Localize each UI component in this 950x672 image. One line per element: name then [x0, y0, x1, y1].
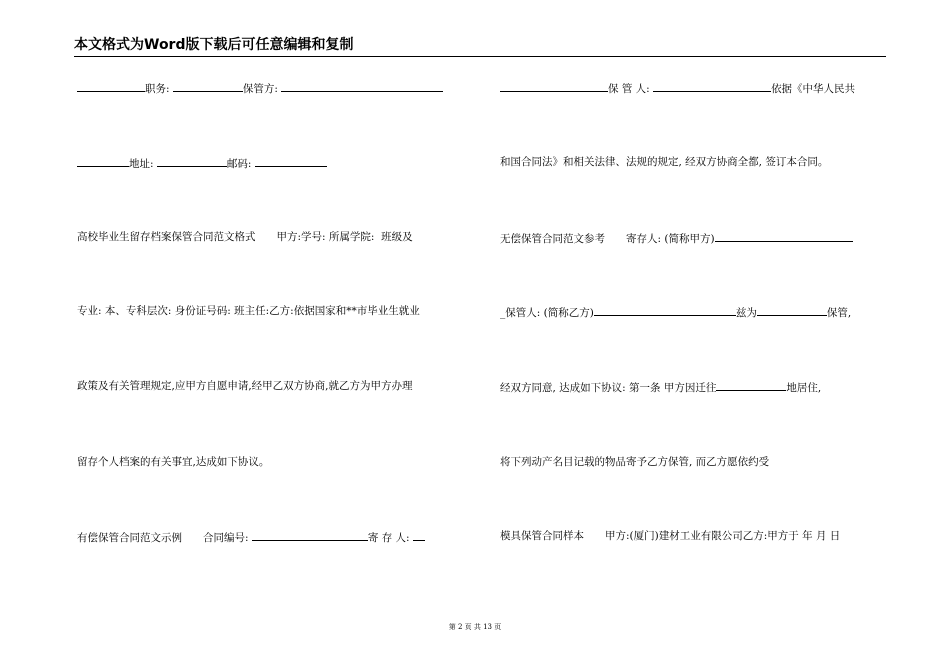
blank: [716, 379, 786, 391]
left-line-1-keeper-label: 保管方:: [242, 83, 282, 95]
blank: [173, 80, 243, 92]
blank: [757, 304, 827, 316]
right-line-3: [500, 230, 853, 244]
blank: [413, 529, 425, 541]
left-line-2-postcode-label: 邮码:: [226, 158, 255, 170]
blank: [594, 304, 736, 316]
right-line-1: [500, 80, 855, 94]
right-line-1-tail: 依据《中华人民共: [771, 83, 856, 95]
right-line-5: [500, 379, 821, 393]
right-line-4-tail: 保管,: [826, 307, 852, 319]
right-line-7: 模具保管合同样本 甲方:(厦门)建材工业有限公司乙方:甲方于 年 月 日: [500, 530, 841, 542]
right-line-3-title: 无偿保管合同范文参考 寄存人: (简称甲方): [500, 233, 715, 245]
right-line-5-tail: 地居住,: [786, 382, 822, 394]
blank: [715, 230, 853, 242]
left-line-7-depositor-label: 寄 存 人:: [367, 532, 413, 544]
blank: [281, 80, 443, 92]
left-line-6: 留存个人档案的有关事宜,达成如下协议。: [77, 456, 270, 468]
blank: [157, 155, 227, 167]
right-line-4-for: 兹为: [735, 307, 757, 319]
blank: [252, 529, 368, 541]
page-number: 第 2 页 共 13 页: [448, 623, 502, 631]
blank: [653, 80, 771, 92]
blank: [500, 80, 608, 92]
header-title: 本文格式为Word版下载后可任意编辑和复制: [74, 37, 354, 53]
left-line-4: 专业: 本、专科层次: 身份证号码: 班主任:乙方:依据国家和**市毕业生就业: [77, 305, 420, 317]
left-line-5: 政策及有关管理规定,应甲方自愿申请,经甲乙双方协商,就乙方为甲方办理: [77, 380, 413, 392]
left-line-3: 高校毕业生留存档案保管合同范文格式 甲方:学号: 所属学院: 班级及: [77, 231, 413, 243]
right-line-2: 和国合同法》和相关法律、法规的规定, 经双方协商全都, 签订本合同。: [500, 156, 829, 168]
left-line-7-title: 有偿保管合同范文示例 合同编号:: [77, 532, 252, 544]
right-line-1-keeper-label: 保 管 人:: [608, 83, 654, 95]
right-line-6: 将下列动产名目记载的物品寄予乙方保管, 而乙方愿依约受: [500, 456, 770, 468]
right-line-4: [500, 304, 851, 318]
blank: [255, 155, 327, 167]
left-line-1-job-label: 职务:: [145, 83, 173, 95]
right-line-4-keeper: _保管人: (简称乙方): [500, 307, 594, 319]
left-line-1: [77, 80, 443, 94]
left-line-7: [77, 529, 425, 543]
blank: [77, 80, 145, 92]
left-line-2-address-label: 地址:: [129, 158, 157, 170]
blank: [77, 155, 129, 167]
page-header: [74, 34, 886, 57]
right-line-5-text: 经双方同意, 达成如下协议: 第一条 甲方因迁往: [500, 382, 717, 394]
left-line-2: [77, 155, 327, 169]
